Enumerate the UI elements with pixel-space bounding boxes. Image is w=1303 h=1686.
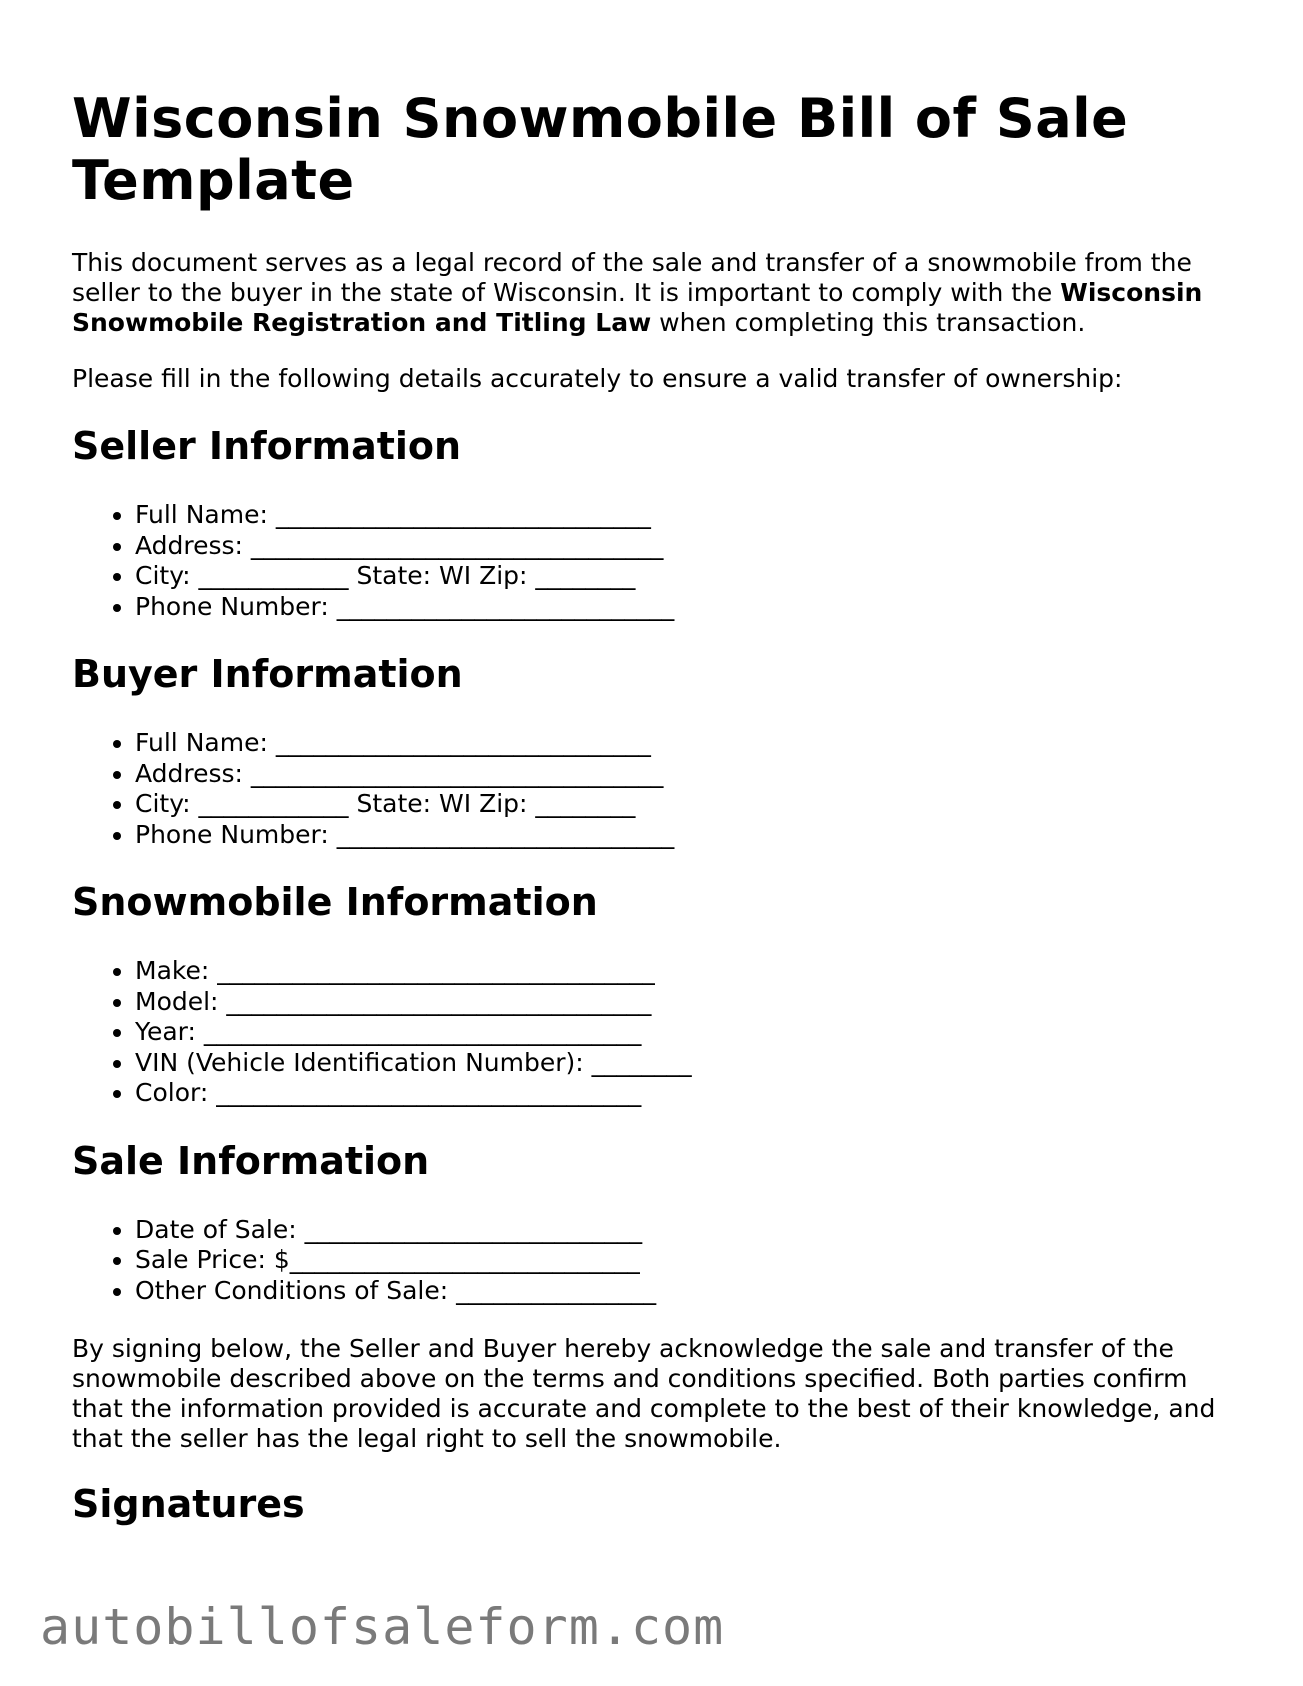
page-title: Wisconsin Snowmobile Bill of Sale Template [72, 87, 1129, 212]
sale-price: • Sale Price: $____________________________ [135, 1245, 1242, 1276]
buyer-city-state-zip: • City: ____________ State: WI Zip: ________ [135, 789, 1242, 820]
intro-paragraph [72, 248, 1242, 338]
snowmobile-vin: • VIN (Vehicle Identification Number): ________ [135, 1048, 1242, 1079]
snowmobile-heading: Snowmobile Information [72, 880, 598, 924]
signatures-heading: Signatures [72, 1482, 305, 1526]
sale-date: • Date of Sale: ___________________________ [135, 1215, 1242, 1246]
buyer-heading: Buyer Information [72, 652, 463, 696]
sale-list [72, 1215, 1242, 1307]
buyer-full-name: • Full Name: ______________________________ [135, 728, 1242, 759]
snowmobile-year: • Year: ___________________________________ [135, 1017, 1242, 1048]
snowmobile-list [72, 956, 1242, 1109]
intro-law-name: Wisconsin Snowmobile Registration and Titling Law [72, 278, 1203, 337]
intro-text-after: when completing this transaction. [651, 308, 1086, 337]
seller-phone: • Phone Number: ___________________________ [135, 592, 1242, 623]
document-page [72, 88, 1242, 1558]
sale-heading: Sale Information [72, 1138, 430, 1183]
buyer-phone: • Phone Number: ___________________________ [135, 820, 1242, 851]
intro-text-before: This document serves as a legal record of the sale and transfer of a snowmobile from the seller to the buyer in the state of Wisconsin. It is important to comply with the [72, 248, 1192, 307]
seller-heading: Seller Information [72, 424, 462, 468]
buyer-address: • Address: _________________________________ [135, 759, 1242, 790]
snowmobile-model: • Model: __________________________________ [135, 987, 1242, 1018]
site-watermark: autobillofsaleform.com [40, 1598, 725, 1656]
seller-city-state-zip: • City: ____________ State: WI Zip: ________ [135, 561, 1242, 592]
seller-list [72, 500, 1242, 622]
seller-full-name: • Full Name: ______________________________ [135, 500, 1242, 531]
snowmobile-make: • Make: ___________________________________ [135, 956, 1242, 987]
seller-address: • Address: _________________________________ [135, 531, 1242, 562]
sale-other-conditions: • Other Conditions of Sale: ________________ [135, 1276, 1242, 1307]
snowmobile-color: • Color: __________________________________ [135, 1078, 1242, 1109]
instruction-paragraph: Please fill in the following details accurately to ensure a valid transfer of ownership: [72, 364, 1123, 393]
buyer-list [72, 728, 1242, 850]
acknowledgement-paragraph: By signing below, the Seller and Buyer hereby acknowledge the sale and transfer of the snowmobile described above on the terms and conditions specified. Both parties confirm that the information provided is accurate and complete to the best of their knowledge, and that the seller has the legal right to sell the snowmobile. [72, 1334, 1216, 1453]
